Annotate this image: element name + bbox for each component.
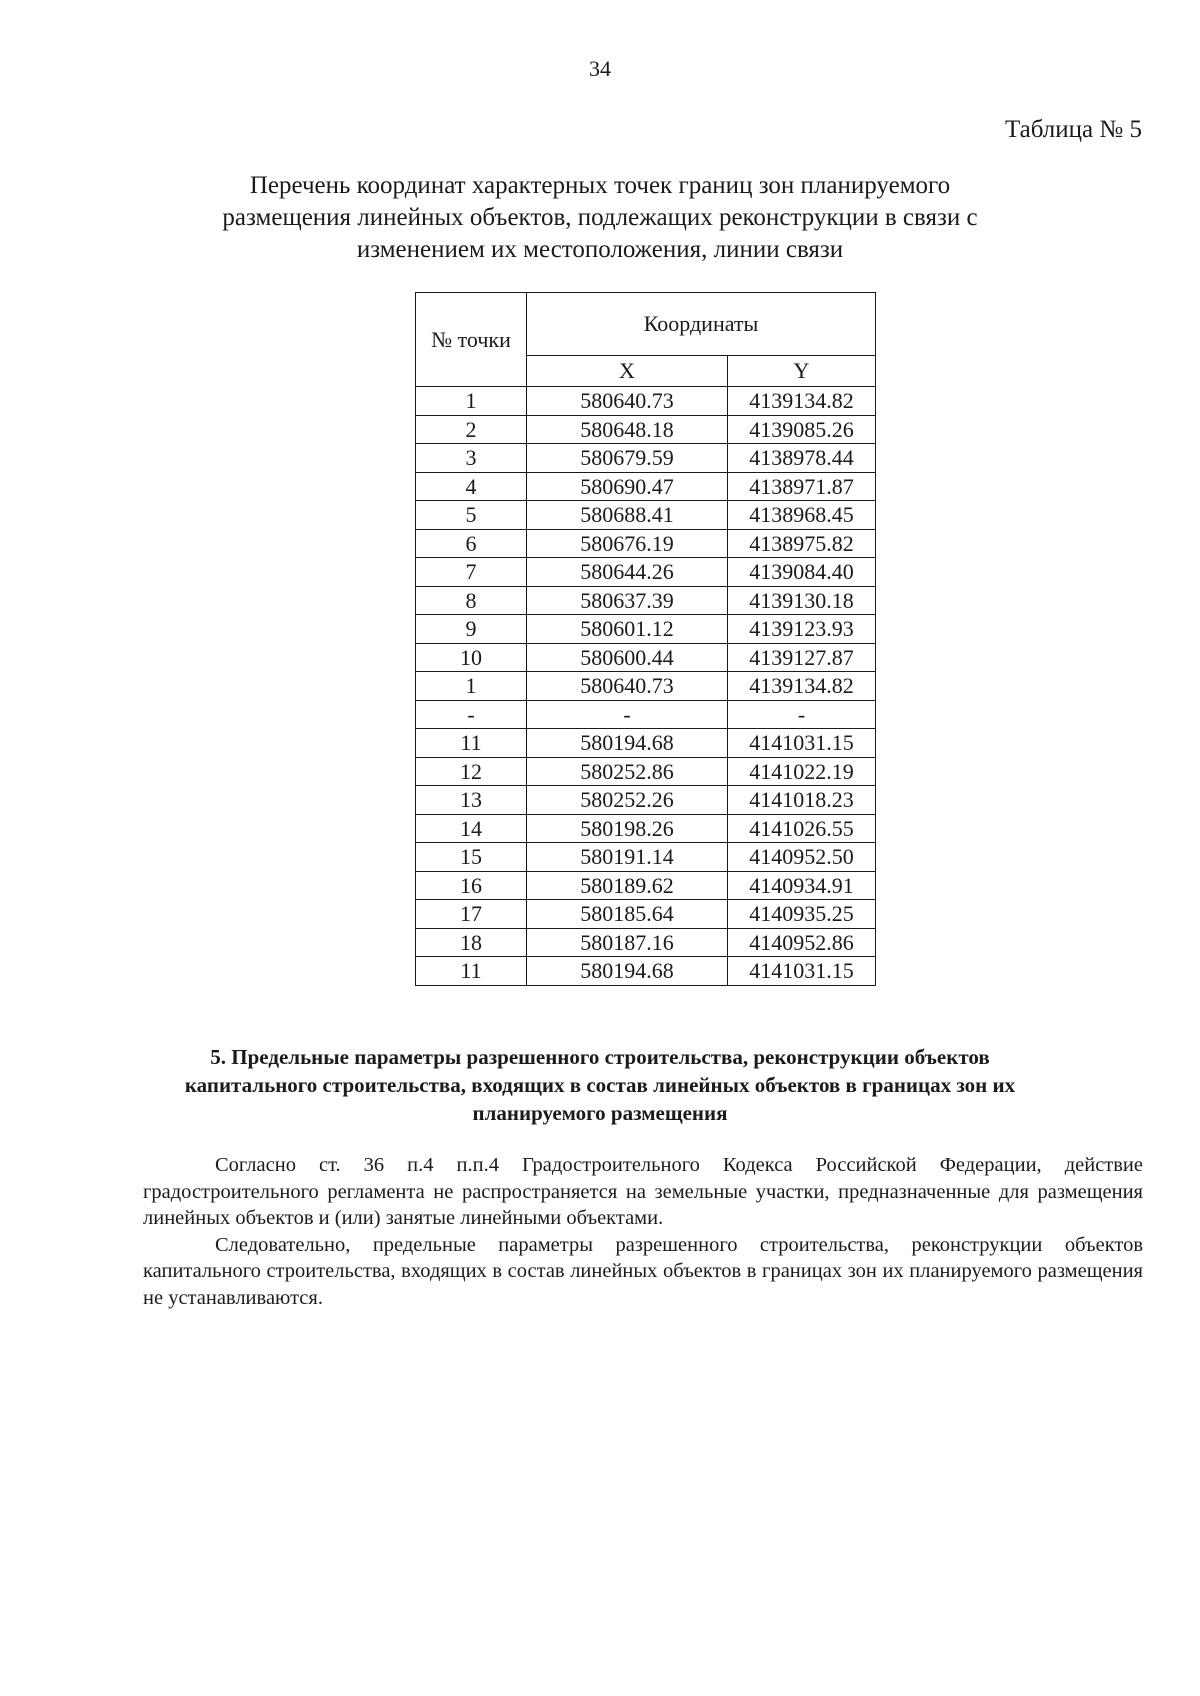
table-label: Таблица № 5 <box>1004 116 1142 143</box>
point-number-cell: 15 <box>416 843 527 872</box>
y-coordinate-cell: - <box>728 700 876 729</box>
table-row <box>416 900 876 929</box>
point-number-cell: 7 <box>416 558 527 587</box>
y-coordinate-cell: 4141031.15 <box>728 957 876 986</box>
section-heading <box>150 1043 1050 1127</box>
point-number-cell: 4 <box>416 472 527 501</box>
x-coordinate-cell: 580676.19 <box>527 529 728 558</box>
paragraph: Следовательно, предельные параметры разрешенного строительства, реконструкции объектов капитального строительства, входящих в состав линейных объектов в границах зон их планируемого размещения не устанавливаются. <box>143 1233 1143 1309</box>
point-number-cell: 11 <box>416 957 527 986</box>
point-number-cell: 9 <box>416 615 527 644</box>
y-coordinate-cell: 4139084.40 <box>728 558 876 587</box>
x-coordinate-cell: 580601.12 <box>527 615 728 644</box>
y-coordinate-cell: 4140934.91 <box>728 871 876 900</box>
header-point-number: № точки <box>416 293 527 387</box>
y-coordinate-cell: 4140935.25 <box>728 900 876 929</box>
body-text <box>143 1152 1143 1311</box>
point-number-cell: 3 <box>416 444 527 473</box>
table-row <box>416 757 876 786</box>
table-row <box>416 729 876 758</box>
table-row <box>416 786 876 815</box>
point-number-cell: 11 <box>416 729 527 758</box>
y-coordinate-cell: 4141022.19 <box>728 757 876 786</box>
page-number: 34 <box>589 56 611 81</box>
point-number-cell: 1 <box>416 387 527 416</box>
point-number-cell: 14 <box>416 814 527 843</box>
point-number-cell: 13 <box>416 786 527 815</box>
x-coordinate-cell: 580185.64 <box>527 900 728 929</box>
point-number-cell: 12 <box>416 757 527 786</box>
title-line: изменением их местоположения, линии связи <box>356 236 844 263</box>
x-coordinate-cell: 580688.41 <box>527 501 728 530</box>
x-coordinate-cell: 580640.73 <box>527 387 728 416</box>
table-row <box>416 387 876 416</box>
table-row <box>416 558 876 587</box>
header-x: X <box>527 356 728 387</box>
x-coordinate-cell: 580252.26 <box>527 786 728 815</box>
table-row <box>416 672 876 701</box>
y-coordinate-cell: 4139130.18 <box>728 586 876 615</box>
section-heading-line: 5. Предельные параметры разрешенного строительства, реконструкции объектов <box>210 1045 990 1069</box>
y-coordinate-cell: 4139123.93 <box>728 615 876 644</box>
x-coordinate-cell: 580187.16 <box>527 928 728 957</box>
table-row <box>416 957 876 986</box>
y-coordinate-cell: 4139085.26 <box>728 415 876 444</box>
point-number-cell: 1 <box>416 672 527 701</box>
table-row <box>416 444 876 473</box>
point-number-cell: 17 <box>416 900 527 929</box>
y-coordinate-cell: 4138978.44 <box>728 444 876 473</box>
y-coordinate-cell: 4140952.86 <box>728 928 876 957</box>
x-coordinate-cell: - <box>527 700 728 729</box>
table-row <box>416 843 876 872</box>
point-number-cell: 8 <box>416 586 527 615</box>
table-row <box>416 501 876 530</box>
x-coordinate-cell: 580198.26 <box>527 814 728 843</box>
table-row <box>416 643 876 672</box>
x-coordinate-cell: 580690.47 <box>527 472 728 501</box>
x-coordinate-cell: 580600.44 <box>527 643 728 672</box>
section-heading-line: капитального строительства, входящих в состав линейных объектов в границах зон их <box>184 1073 1016 1097</box>
table-row <box>416 700 876 729</box>
x-coordinate-cell: 580644.26 <box>527 558 728 587</box>
x-coordinate-cell: 580191.14 <box>527 843 728 872</box>
y-coordinate-cell: 4140952.50 <box>728 843 876 872</box>
point-number-cell: 16 <box>416 871 527 900</box>
table-row <box>416 814 876 843</box>
point-number-cell: 10 <box>416 643 527 672</box>
section-heading-line: планируемого размещения <box>472 1101 728 1125</box>
document-title <box>150 170 1050 266</box>
y-coordinate-cell: 4141031.15 <box>728 729 876 758</box>
x-coordinate-cell: 580194.68 <box>527 729 728 758</box>
table-row <box>416 472 876 501</box>
header-coordinates: Координаты <box>527 293 876 356</box>
coordinates-table <box>415 292 876 986</box>
point-number-cell: 6 <box>416 529 527 558</box>
table-body <box>416 387 876 986</box>
header-y: Y <box>728 356 876 387</box>
point-number-cell: 5 <box>416 501 527 530</box>
x-coordinate-cell: 580679.59 <box>527 444 728 473</box>
x-coordinate-cell: 580637.39 <box>527 586 728 615</box>
y-coordinate-cell: 4141018.23 <box>728 786 876 815</box>
x-coordinate-cell: 580194.68 <box>527 957 728 986</box>
paragraph: Согласно ст. 36 п.4 п.п.4 Градостроительного Кодекса Российской Федерации, действие градостроительного регламента не распространяется на земельные участки, предназначенные для размещения линейных объектов и (или) занятые линейными объектами. <box>143 1154 1143 1229</box>
x-coordinate-cell: 580640.73 <box>527 672 728 701</box>
table-row <box>416 415 876 444</box>
y-coordinate-cell: 4138968.45 <box>728 501 876 530</box>
table-row <box>416 871 876 900</box>
table-row <box>416 615 876 644</box>
y-coordinate-cell: 4139134.82 <box>728 672 876 701</box>
table-row <box>416 529 876 558</box>
y-coordinate-cell: 4139127.87 <box>728 643 876 672</box>
table-row <box>416 586 876 615</box>
y-coordinate-cell: 4138975.82 <box>728 529 876 558</box>
x-coordinate-cell: 580189.62 <box>527 871 728 900</box>
y-coordinate-cell: 4138971.87 <box>728 472 876 501</box>
point-number-cell: 2 <box>416 415 527 444</box>
title-line: Перечень координат характерных точек границ зон планируемого <box>249 172 951 199</box>
y-coordinate-cell: 4139134.82 <box>728 387 876 416</box>
table-row <box>416 928 876 957</box>
point-number-cell: 18 <box>416 928 527 957</box>
y-coordinate-cell: 4141026.55 <box>728 814 876 843</box>
title-line: размещения линейных объектов, подлежащих реконструкции в связи с <box>222 204 978 231</box>
x-coordinate-cell: 580252.86 <box>527 757 728 786</box>
point-number-cell: - <box>416 700 527 729</box>
x-coordinate-cell: 580648.18 <box>527 415 728 444</box>
